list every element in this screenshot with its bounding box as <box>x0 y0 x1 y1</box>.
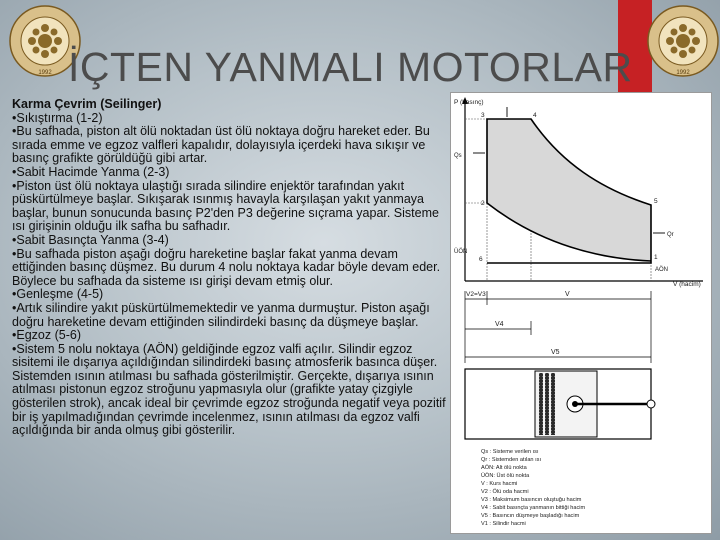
uon-label: ÜÖN <box>454 249 468 255</box>
legend-item: V1 : Silindir hacmi <box>481 521 526 527</box>
paragraph: •Artık silindire yakıt püskürtülmemektedir ve yanma durmuştur. Piston aşağı doğru hareketine devam ettiğinden silindirdeki basınç da düşmeye başlar. <box>12 300 430 329</box>
content-text <box>12 98 448 438</box>
paragraph: •Sabit Basınçta Yanma (3-4) <box>12 232 169 247</box>
volume-label: V2=V3 <box>466 291 486 298</box>
paragraph: •Genleşme (4-5) <box>12 287 104 302</box>
paragraph: •Egzoz (5-6) <box>12 328 81 343</box>
point-label: 1 <box>654 254 658 261</box>
legend-item: V4 : Sabit basınçta yanmanın bittiği hacim <box>481 505 586 511</box>
paragraph: •Bu safhada, piston alt ölü noktadan üst ölü noktaya doğru hareket eder. Bu sırada emme ve egzoz valfleri kapalıdır, dolayısıyla içerdeki hava sıkışır ve basınç grafikte görüldüğü gibi artar. <box>12 124 430 166</box>
x-axis-label: V (hacim) <box>673 281 701 288</box>
paragraph: •Sabit Hacimde Yanma (2-3) <box>12 164 170 179</box>
legend-item: V2 : Ölü oda hacmi <box>481 489 529 495</box>
legend-item: V : Kurs hacmi <box>481 481 518 487</box>
legend-item: AÖN: Alt ölü nokta <box>481 465 527 471</box>
university-seal-logo-right <box>646 4 720 78</box>
paragraph: •Sistem 5 nolu noktaya (AÖN) geldiğinde egzoz valfi açılır. Silindir egzoz sisitemi ile dışarıya açıldığından silindirdeki basınç atmosferik basınca düşer. Sistemden ısının atılması bu safhada gösterilmiştir. Gerçekte, dışarıya ısının atılması pistonun egzoz stroğunu yapmasıyla olur (grafikte yatay çizgiyle gösterilen strok), ancak ideal bir çevrimde egzoz stroğunda negatif veya pozitif bir iş yapılmadığından çevrimde incelenmez, ısının atılması da egzoz valfi açıldığında bir anda olmuş gibi gösterilir. <box>12 341 446 438</box>
qr-label: Qr <box>667 232 674 238</box>
point-label: 2 <box>481 200 485 207</box>
point-label: 4 <box>533 112 537 119</box>
paragraph: •Sıkıştırma (1-2) <box>12 110 103 125</box>
legend-item: Qs : Sisteme verilen ısı <box>481 449 539 455</box>
point-label: 3 <box>481 112 485 119</box>
cycle-area <box>487 119 651 261</box>
paragraph: •Bu safhada piston aşağı doğru hareketine başlar fakat yanma devam ettiğinden basınç düşmez. Bu durum 4 nolu noktaya kadar böyle devam eder. Böylece bu safhada da sisteme ısı girişi devam etmiş olur. <box>12 246 441 288</box>
legend-item: V5 : Basıncın düşmeye başladığı hacim <box>481 513 580 519</box>
pv-diagram <box>451 93 712 534</box>
aon-label: AÖN <box>655 267 669 273</box>
qs-label: Qs <box>454 153 462 159</box>
legend-item: Qr : Sistemden atılan ısı <box>481 457 542 463</box>
volume-label: V5 <box>551 349 560 356</box>
y-axis-label: P (basınç) <box>454 99 484 106</box>
pv-diagram-figure <box>450 92 712 534</box>
svg-text:1992: 1992 <box>676 70 690 76</box>
volume-label: V <box>565 291 570 298</box>
legend-item: ÜÖN: Üst ölü nokta <box>481 473 530 479</box>
paragraph: •Piston üst ölü noktaya ulaştığı sırada silindire enjektör tarafından yakıt püskürtülmeye başlar. Sıkışarak ısınmış havayla karşılaşan yakıt yanmaya başlar, bunun sonucunda basınç P2'den P3 değerine sıçrama yapar. Sisteme ısı girişinin olduğu ilk safha bu safhadır. <box>12 178 439 234</box>
content-heading: Karma Çevrim (Seilinger) <box>12 97 162 111</box>
point-label: 6 <box>479 256 483 263</box>
slide-title: İÇTEN YANMALI MOTORLAR <box>68 44 633 90</box>
legend <box>481 449 586 527</box>
point-label: 5 <box>654 198 658 205</box>
volume-label: V4 <box>495 321 504 328</box>
legend-item: V3 : Maksimum basıncın oluştuğu hacim <box>481 497 582 503</box>
svg-text:1992: 1992 <box>38 70 52 76</box>
